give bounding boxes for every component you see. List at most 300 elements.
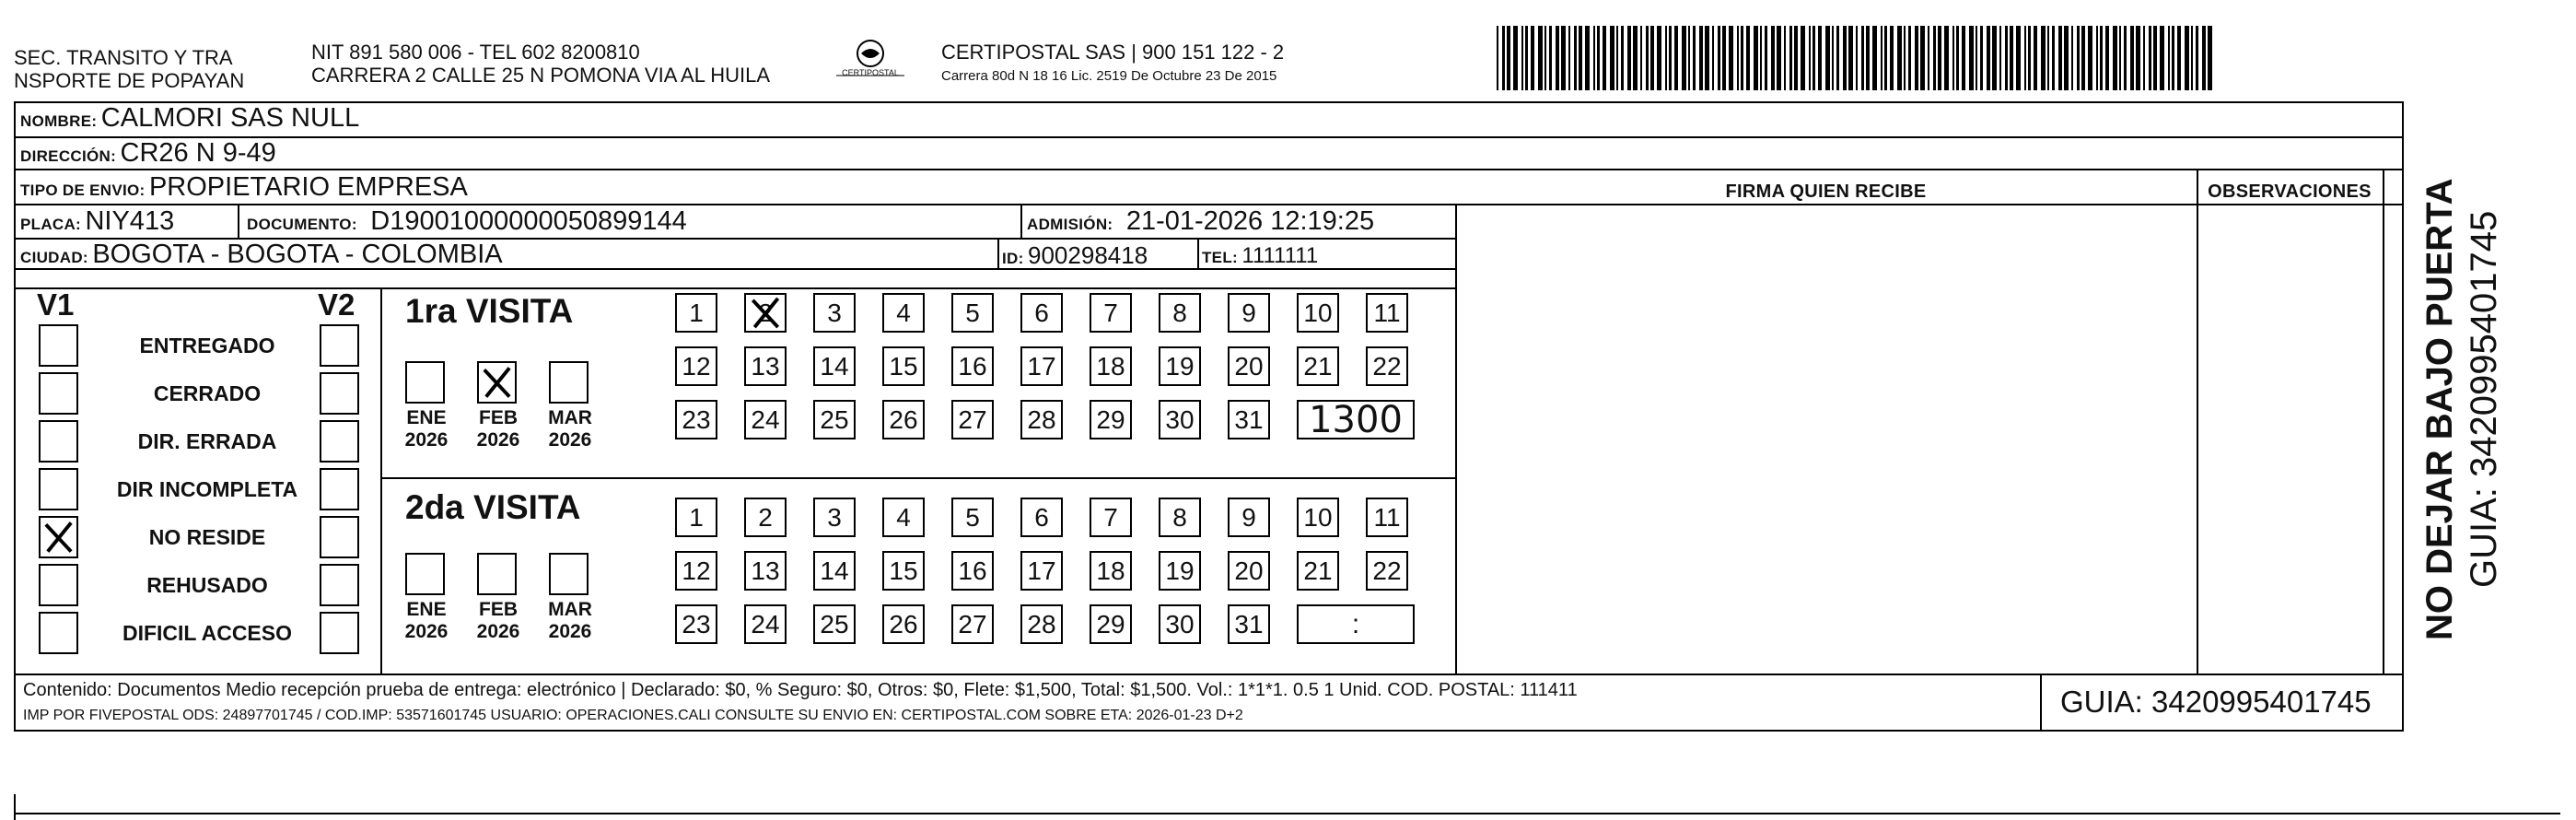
day-number: 29 bbox=[1096, 404, 1125, 434]
day-box[interactable] bbox=[951, 400, 994, 439]
barcode-bar bbox=[2096, 26, 2098, 90]
barcode-bar bbox=[1616, 26, 1618, 90]
barcode-bar bbox=[1856, 26, 1858, 90]
day-box[interactable] bbox=[882, 293, 925, 333]
barcode-bar bbox=[2172, 26, 2174, 90]
barcode-bar bbox=[2058, 26, 2062, 90]
placa-label: PLACA: bbox=[20, 216, 82, 233]
day-box[interactable] bbox=[1090, 293, 1132, 333]
day-box[interactable] bbox=[1366, 551, 1408, 591]
day-box[interactable] bbox=[675, 551, 717, 591]
day-number: 3 bbox=[827, 298, 842, 327]
footer-print-line: IMP POR FIVEPOSTAL ODS: 24897701745 / COD.IMP: 53571601745 USUARIO: OPERACIONES.CALI CONSULTE SU ENVIO EN: CERTIPOSTAL.COM SOBRE ETA: 2026-01-23 D+2 bbox=[23, 708, 1243, 723]
barcode-bar bbox=[2177, 26, 2181, 90]
day-number: 29 bbox=[1096, 609, 1125, 638]
status-label: DIR. ERRADA bbox=[137, 429, 277, 453]
barcode-bar bbox=[2105, 26, 2109, 90]
barcode-bar bbox=[1809, 26, 1811, 90]
day-box[interactable] bbox=[744, 293, 787, 333]
day-box[interactable] bbox=[1228, 346, 1270, 386]
status-label: DIR INCOMPLETA bbox=[116, 477, 298, 501]
day-number: 14 bbox=[820, 556, 849, 585]
status-label: CERRADO bbox=[153, 381, 262, 405]
barcode-bar bbox=[1538, 26, 1543, 90]
barcode-bar bbox=[2185, 26, 2189, 90]
barcode-bar bbox=[2100, 26, 2103, 90]
barcode-bar bbox=[1908, 26, 1911, 90]
id-value: 900298418 bbox=[1028, 241, 1148, 269]
day-box[interactable] bbox=[1297, 551, 1339, 591]
barcode-bar bbox=[1561, 26, 1566, 90]
barcode-bar bbox=[1674, 26, 1678, 90]
status-v1-checkbox[interactable] bbox=[39, 612, 78, 654]
day-box[interactable] bbox=[744, 551, 787, 591]
barcode-bar bbox=[1585, 26, 1590, 90]
barcode-bar bbox=[1610, 26, 1614, 90]
day-box[interactable] bbox=[675, 346, 717, 386]
footer-content-line: Contenido: Documentos Medio recepción prueba de entrega: electrónico | Declarado: $0, % Seguro: $0, Otros: $0, Flete: $1,500, Total: $1,500. Vol.: 1*1*1. 0.5 1 Unid. COD. POSTAL: 111411 bbox=[23, 680, 1578, 700]
month-checkbox[interactable] bbox=[549, 361, 589, 404]
day-box[interactable] bbox=[882, 604, 925, 644]
barcode-bar bbox=[1848, 26, 1853, 90]
day-number: 3 bbox=[827, 502, 842, 532]
day-number: 10 bbox=[1303, 298, 1333, 327]
day-number: 8 bbox=[1172, 298, 1187, 327]
barcode-bar bbox=[1777, 26, 1781, 90]
status-v1-checkbox[interactable] bbox=[39, 516, 78, 558]
barcode-bar bbox=[1621, 26, 1624, 90]
status-v1-checkbox[interactable] bbox=[39, 468, 78, 510]
day-box[interactable] bbox=[1366, 293, 1408, 333]
barcode-bar bbox=[1746, 26, 1750, 90]
barcode-bar bbox=[1693, 26, 1696, 90]
day-box[interactable] bbox=[1020, 551, 1063, 591]
ciudad-field bbox=[20, 240, 503, 270]
tipo-field bbox=[20, 172, 468, 203]
barcode-bar bbox=[1646, 26, 1649, 90]
barcode-bar bbox=[2124, 26, 2127, 90]
admision-field bbox=[1027, 206, 1374, 237]
direccion-label: DIRECCIÓN: bbox=[20, 147, 117, 165]
barcode-bar bbox=[1789, 26, 1792, 90]
barcode-bar bbox=[1729, 26, 1733, 90]
day-number: 11 bbox=[1373, 502, 1401, 532]
day-number: 18 bbox=[1096, 556, 1125, 585]
barcode-bar bbox=[1705, 26, 1709, 90]
barcode-bar bbox=[2077, 26, 2080, 90]
day-number: 11 bbox=[1373, 298, 1401, 327]
sender-name: SEC. TRANSITO Y TRA NSPORTE DE POPAYAN bbox=[14, 46, 245, 92]
day-number: 17 bbox=[1027, 351, 1056, 381]
day-number: 7 bbox=[1103, 298, 1118, 327]
barcode-bar bbox=[1549, 26, 1552, 90]
barcode-bar bbox=[2149, 26, 2151, 90]
tel-value: 1111111 bbox=[1241, 243, 1319, 268]
day-box[interactable] bbox=[675, 604, 717, 644]
day-number: 22 bbox=[1372, 351, 1402, 381]
month-checkbox[interactable] bbox=[405, 553, 445, 595]
day-number: 6 bbox=[1034, 298, 1049, 327]
second-visit-title: 2da VISITA bbox=[405, 488, 581, 526]
barcode-bar bbox=[1712, 26, 1714, 90]
barcode-bar bbox=[1754, 26, 1758, 90]
barcode-bar bbox=[1497, 26, 1498, 90]
documento-field bbox=[247, 206, 687, 237]
day-box[interactable] bbox=[1297, 293, 1339, 333]
firma-label: FIRMA QUIEN RECIBE bbox=[1725, 182, 1927, 202]
barcode-bar bbox=[2028, 26, 2031, 90]
day-box[interactable] bbox=[1366, 346, 1408, 386]
documento-value: D19001000000050899144 bbox=[370, 206, 687, 236]
day-box[interactable] bbox=[1020, 604, 1063, 644]
barcode-bar bbox=[1525, 26, 1528, 90]
status-v1-checkbox[interactable] bbox=[39, 324, 78, 367]
barcode-bar bbox=[1688, 26, 1690, 90]
nombre-label: NOMBRE: bbox=[20, 112, 98, 130]
day-number: 31 bbox=[1234, 609, 1264, 638]
barcode-bar bbox=[1992, 26, 1997, 90]
month-checkbox[interactable] bbox=[405, 361, 445, 404]
barcode-bar bbox=[1884, 26, 1887, 90]
day-box[interactable] bbox=[1159, 400, 1201, 439]
day-number: 24 bbox=[751, 609, 780, 638]
day-box[interactable] bbox=[1228, 604, 1270, 644]
barcode-bar bbox=[1944, 26, 1949, 90]
id-label: ID: bbox=[1002, 250, 1024, 267]
day-number: 23 bbox=[682, 609, 711, 638]
tipo-value: PROPIETARIO EMPRESA bbox=[148, 172, 468, 202]
day-number: 16 bbox=[958, 556, 987, 585]
barcode-bar bbox=[1513, 26, 1518, 90]
day-box[interactable] bbox=[1090, 400, 1132, 439]
barcode-bar bbox=[2113, 26, 2117, 90]
time-box[interactable] bbox=[1297, 604, 1415, 644]
status-v1-checkbox[interactable] bbox=[39, 420, 78, 463]
barcode-bar bbox=[1836, 26, 1839, 90]
barcode-bar bbox=[1813, 26, 1815, 90]
barcode-bar bbox=[1682, 26, 1686, 90]
barcode-bar bbox=[1507, 26, 1510, 90]
barcode-bar bbox=[2196, 26, 2198, 90]
day-box[interactable] bbox=[1159, 551, 1201, 591]
day-box[interactable] bbox=[1228, 293, 1270, 333]
barcode-bar bbox=[1760, 26, 1762, 90]
day-number: 23 bbox=[682, 404, 711, 434]
ciudad-label: CIUDAD: bbox=[20, 249, 88, 266]
barcode-bar bbox=[1568, 26, 1570, 90]
day-box[interactable] bbox=[951, 604, 994, 644]
barcode-bar bbox=[1969, 26, 1974, 90]
barcode-bar bbox=[1665, 26, 1667, 90]
day-box[interactable] bbox=[675, 293, 717, 333]
day-box[interactable] bbox=[1297, 346, 1339, 386]
day-number: 25 bbox=[820, 609, 849, 638]
barcode-bar bbox=[1627, 26, 1631, 90]
barcode-bar bbox=[2041, 26, 2046, 90]
day-box[interactable] bbox=[1228, 400, 1270, 439]
barcode-bar bbox=[2130, 26, 2134, 90]
barcode-bar bbox=[1872, 26, 1877, 90]
day-number: 21 bbox=[1303, 351, 1333, 381]
day-number: 20 bbox=[1234, 556, 1264, 585]
barcode-bar bbox=[1866, 26, 1870, 90]
barcode-bar bbox=[1861, 26, 1864, 90]
day-number: 19 bbox=[1165, 351, 1195, 381]
barcode-bar bbox=[2119, 26, 2121, 90]
time-box[interactable] bbox=[1297, 400, 1415, 439]
month-label: MAR 2026 bbox=[548, 599, 592, 642]
month-label: FEB 2026 bbox=[476, 407, 520, 451]
barcode-bar bbox=[1801, 26, 1805, 90]
barcode-bar bbox=[2136, 26, 2140, 90]
barcode-bar bbox=[1579, 26, 1582, 90]
status-v1-checkbox[interactable] bbox=[39, 564, 78, 606]
day-number: 16 bbox=[958, 351, 987, 381]
barcode-bar bbox=[1699, 26, 1703, 90]
barcode-bar bbox=[2160, 26, 2164, 90]
day-number: 17 bbox=[1027, 556, 1056, 585]
barcode-bar bbox=[2024, 26, 2026, 90]
barcode-bar bbox=[1722, 26, 1726, 90]
barcode-bar bbox=[1962, 26, 1965, 90]
day-box[interactable] bbox=[1020, 498, 1063, 537]
status-label: DIFICIL ACCESO bbox=[122, 621, 292, 645]
status-label: ENTREGADO bbox=[139, 334, 275, 357]
day-number: 4 bbox=[896, 502, 911, 532]
barcode-bar bbox=[1890, 26, 1894, 90]
day-box[interactable] bbox=[1090, 604, 1132, 644]
day-number: 26 bbox=[889, 609, 918, 638]
barcode-bar bbox=[2005, 26, 2008, 90]
barcode-bar bbox=[2016, 26, 2021, 90]
day-number: 15 bbox=[889, 556, 918, 585]
barcode-bar bbox=[1531, 26, 1534, 90]
day-number: 19 bbox=[1165, 556, 1195, 585]
day-number: 20 bbox=[1234, 351, 1264, 381]
day-box[interactable] bbox=[813, 293, 856, 333]
barcode-bar bbox=[2202, 26, 2206, 90]
barcode-bar bbox=[1881, 26, 1882, 90]
direccion-field bbox=[20, 138, 276, 169]
barcode-bar bbox=[1574, 26, 1577, 90]
day-box[interactable] bbox=[813, 551, 856, 591]
barcode-bar bbox=[2071, 26, 2073, 90]
barcode-bar bbox=[1771, 26, 1775, 90]
barcode-bar bbox=[1640, 26, 1642, 90]
sender-nit-address: NIT 891 580 006 - TEL 602 8200810 CARRERA 2 CALLE 25 N POMONA VIA AL HUILA bbox=[311, 41, 771, 87]
barcode-bar bbox=[2064, 26, 2069, 90]
day-number: 9 bbox=[1241, 298, 1256, 327]
day-number: 27 bbox=[958, 404, 987, 434]
barcode-bar bbox=[1825, 26, 1830, 90]
day-number: 18 bbox=[1096, 351, 1125, 381]
logo-text: CERTIPOSTAL bbox=[842, 68, 899, 77]
day-box[interactable] bbox=[882, 498, 925, 537]
ciudad-value: BOGOTA - BOGOTA - COLOMBIA bbox=[92, 240, 503, 269]
barcode-bar bbox=[1544, 26, 1546, 90]
day-number: 12 bbox=[682, 556, 711, 585]
day-box[interactable] bbox=[1228, 498, 1270, 537]
barcode-bar bbox=[1938, 26, 1941, 90]
day-box[interactable] bbox=[813, 400, 856, 439]
day-box[interactable] bbox=[951, 551, 994, 591]
barcode-bar bbox=[1915, 26, 1918, 90]
day-box[interactable] bbox=[1090, 498, 1132, 537]
day-box[interactable] bbox=[951, 293, 994, 333]
month-label: MAR 2026 bbox=[548, 407, 592, 451]
footer-guia: GUIA: 3420995401745 bbox=[2060, 685, 2372, 719]
v1-label: V1 bbox=[37, 287, 75, 322]
barcode-bar bbox=[2153, 26, 2157, 90]
barcode-bar bbox=[1956, 26, 1959, 90]
barcode-bar bbox=[1904, 26, 1906, 90]
day-number: 13 bbox=[751, 351, 780, 381]
first-visit-title: 1ra VISITA bbox=[405, 292, 574, 330]
barcode-bar bbox=[1818, 26, 1822, 90]
day-box[interactable] bbox=[951, 346, 994, 386]
tel-field bbox=[1202, 243, 1318, 269]
no-dejar-bajo-puerta: NO DEJAR BAJO PUERTA bbox=[2419, 178, 2460, 640]
day-box[interactable] bbox=[882, 400, 925, 439]
barcode-bar bbox=[1897, 26, 1902, 90]
barcode-bar bbox=[1669, 26, 1672, 90]
barcode-bar bbox=[1521, 26, 1523, 90]
admision-label: ADMISIÓN: bbox=[1027, 216, 1113, 233]
day-number: 4 bbox=[896, 298, 911, 327]
day-number: 6 bbox=[1034, 502, 1049, 532]
side-guia: GUIA: 3420995401745 bbox=[2464, 210, 2504, 588]
barcode-bar bbox=[1952, 26, 1954, 90]
day-box[interactable] bbox=[882, 346, 925, 386]
day-box[interactable] bbox=[1228, 551, 1270, 591]
barcode-bar bbox=[2052, 26, 2055, 90]
day-number: 21 bbox=[1303, 556, 1333, 585]
day-box[interactable] bbox=[1297, 498, 1339, 537]
day-number: 7 bbox=[1103, 502, 1118, 532]
barcode bbox=[1497, 26, 2224, 90]
tipo-label: TIPO DE ENVIO: bbox=[20, 182, 146, 199]
placa-field bbox=[20, 206, 174, 237]
barcode-bar bbox=[1657, 26, 1661, 90]
day-number: 31 bbox=[1234, 404, 1264, 434]
day-box[interactable] bbox=[744, 346, 787, 386]
barcode-bar bbox=[1603, 26, 1606, 90]
barcode-bar bbox=[1556, 26, 1559, 90]
barcode-bar bbox=[2191, 26, 2193, 90]
day-number: 12 bbox=[682, 351, 711, 381]
day-box[interactable] bbox=[813, 346, 856, 386]
day-box[interactable] bbox=[1020, 400, 1063, 439]
month-checkbox[interactable] bbox=[549, 553, 589, 595]
status-v1-checkbox[interactable] bbox=[39, 372, 78, 415]
day-number: 10 bbox=[1303, 502, 1333, 532]
day-box[interactable] bbox=[1159, 604, 1201, 644]
day-number: 27 bbox=[958, 609, 987, 638]
day-number: 22 bbox=[1372, 556, 1402, 585]
tel-label: TEL: bbox=[1202, 249, 1238, 266]
day-number: 28 bbox=[1027, 404, 1056, 434]
day-number: 1 bbox=[689, 502, 704, 532]
status-label: NO RESIDE bbox=[148, 525, 266, 549]
day-box[interactable] bbox=[882, 551, 925, 591]
day-number: 5 bbox=[965, 502, 980, 532]
barcode-bar bbox=[1999, 26, 2001, 90]
day-box[interactable] bbox=[1090, 346, 1132, 386]
barcode-bar bbox=[1597, 26, 1600, 90]
barcode-bar bbox=[1784, 26, 1786, 90]
barcode-bar bbox=[1650, 26, 1654, 90]
day-number: 30 bbox=[1165, 609, 1195, 638]
day-box[interactable] bbox=[675, 400, 717, 439]
day-box[interactable] bbox=[675, 498, 717, 537]
barcode-bar bbox=[1741, 26, 1743, 90]
observaciones-label: OBSERVACIONES bbox=[2208, 182, 2372, 202]
month-checkbox[interactable] bbox=[477, 361, 517, 404]
nombre-value: CALMORI SAS NULL bbox=[100, 103, 360, 133]
day-box[interactable] bbox=[1159, 346, 1201, 386]
barcode-bar bbox=[1976, 26, 1977, 90]
documento-label: DOCUMENTO: bbox=[247, 216, 357, 233]
day-number: 5 bbox=[965, 298, 980, 327]
day-box[interactable] bbox=[1159, 293, 1201, 333]
barcode-bar bbox=[2081, 26, 2085, 90]
barcode-bar bbox=[2208, 26, 2212, 90]
company-name: CERTIPOSTAL SAS | 900 151 122 - 2 bbox=[941, 41, 1285, 64]
day-box[interactable] bbox=[744, 604, 787, 644]
day-box[interactable] bbox=[951, 498, 994, 537]
barcode-bar bbox=[1737, 26, 1739, 90]
placa-value: NIY413 bbox=[85, 206, 175, 236]
v2-label: V2 bbox=[318, 287, 356, 322]
barcode-bar bbox=[2088, 26, 2092, 90]
day-number: 14 bbox=[820, 351, 849, 381]
day-box[interactable] bbox=[1159, 498, 1201, 537]
barcode-bar bbox=[1593, 26, 1595, 90]
barcode-bar bbox=[2034, 26, 2037, 90]
day-number: 13 bbox=[751, 556, 780, 585]
barcode-bar bbox=[1843, 26, 1847, 90]
day-number: 8 bbox=[1172, 502, 1187, 532]
day-box[interactable] bbox=[1090, 551, 1132, 591]
month-label: ENE 2026 bbox=[404, 407, 449, 451]
day-box[interactable] bbox=[1366, 498, 1408, 537]
certipostal-logo bbox=[829, 37, 912, 83]
day-box[interactable] bbox=[1020, 346, 1063, 386]
status-label: REHUSADO bbox=[146, 573, 268, 597]
barcode-bar bbox=[1933, 26, 1936, 90]
day-number: 2 bbox=[758, 298, 773, 327]
barcode-bar bbox=[1987, 26, 1990, 90]
day-box[interactable] bbox=[1020, 293, 1063, 333]
barcode-bar bbox=[2143, 26, 2145, 90]
day-box[interactable] bbox=[744, 498, 787, 537]
month-checkbox[interactable] bbox=[477, 553, 517, 595]
day-number: 24 bbox=[751, 404, 780, 434]
day-box[interactable] bbox=[813, 498, 856, 537]
barcode-bar bbox=[1920, 26, 1925, 90]
barcode-bar bbox=[1765, 26, 1767, 90]
day-box[interactable] bbox=[744, 400, 787, 439]
company-address: Carrera 80d N 18 16 Lic. 2519 De Octubre 23 De 2015 bbox=[941, 68, 1277, 84]
barcode-bar bbox=[1794, 26, 1798, 90]
day-number: 15 bbox=[889, 351, 918, 381]
day-number: 30 bbox=[1165, 404, 1195, 434]
barcode-bar bbox=[1502, 26, 1505, 90]
day-box[interactable] bbox=[813, 604, 856, 644]
id-field bbox=[1002, 241, 1148, 270]
day-number: 25 bbox=[820, 404, 849, 434]
barcode-bar bbox=[2047, 26, 2049, 90]
